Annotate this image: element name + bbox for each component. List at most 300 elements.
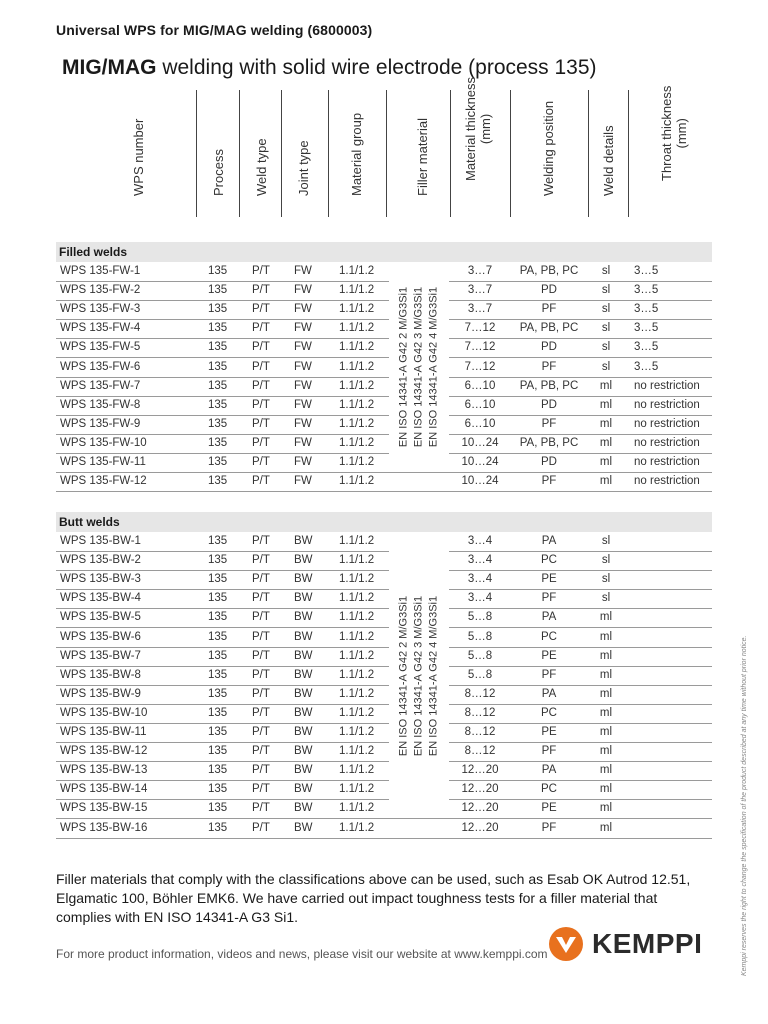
table-row (56, 723, 712, 743)
header-thickness-text (463, 77, 493, 181)
cell-wd: sl (601, 284, 611, 297)
cell-mg: 1.1/1.2 (339, 802, 375, 815)
cell-wt: P/T (252, 764, 270, 777)
cell-mg: 1.1/1.2 (339, 611, 375, 624)
filled-filler-line: EN ISO 14341-A G42 2 M/G3Si1 (397, 286, 410, 448)
cell-pos: PA (541, 687, 557, 700)
cell-wd: ml (599, 456, 613, 468)
page-title-bold: MIG/MAG (62, 56, 157, 79)
cell-wd: ml (599, 475, 613, 488)
cell-mt: 3…7 (467, 284, 493, 297)
table-row (56, 319, 712, 339)
cell-pos: PA (541, 764, 557, 777)
cell-wt: P/T (252, 341, 270, 354)
table-row (56, 300, 712, 320)
header-details-text: Weld details (601, 125, 616, 196)
cell-mt: 3…4 (467, 535, 493, 547)
cell-mg: 1.1/1.2 (339, 360, 375, 373)
cell-wps: WPS 135-FW-12 (60, 475, 147, 488)
cell-proc: 135 (208, 554, 228, 567)
cell-wps: WPS 135-FW-10 (60, 436, 147, 449)
header-filler (386, 90, 451, 217)
filled-filler-line: EN ISO 14341-A G42 3 M/G3Si1 (412, 286, 425, 448)
cell-wps: WPS 135-BW-5 (60, 611, 141, 624)
cell-pos: PE (541, 649, 557, 662)
cell-jt: FW (294, 265, 312, 277)
cell-jt: FW (294, 341, 312, 354)
cell-wps: WPS 135-BW-1 (60, 535, 141, 547)
cell-wt: P/T (252, 456, 270, 468)
cell-wps: WPS 135-FW-8 (60, 398, 141, 411)
table-row (56, 589, 712, 609)
cell-wt: P/T (252, 322, 270, 335)
cell-proc: 135 (208, 341, 228, 354)
cell-pos: PF (541, 303, 557, 316)
cell-thr: 3…5 (634, 284, 659, 297)
cell-jt: BW (294, 783, 313, 796)
table-row (56, 377, 712, 397)
cell-wt: P/T (252, 649, 270, 662)
cell-proc: 135 (208, 475, 228, 488)
butt-filler-line: EN ISO 14341-A G42 4 M/G3Si1 (427, 595, 440, 756)
header-details (588, 90, 629, 217)
cell-thr: 3…5 (634, 341, 659, 354)
cell-wps: WPS 135-FW-5 (60, 341, 141, 354)
cell-mt: 5…8 (467, 630, 493, 643)
cell-mg: 1.1/1.2 (339, 341, 375, 354)
cell-jt: BW (294, 668, 313, 681)
cell-mt: 8…12 (464, 726, 496, 738)
cell-mt: 6…10 (464, 417, 496, 430)
cell-wd: ml (599, 611, 613, 624)
cell-proc: 135 (208, 436, 228, 449)
cell-wd: sl (601, 341, 611, 354)
kemppi-logo-text: KEMPPI (592, 928, 703, 959)
cell-mt: 3…4 (467, 573, 493, 586)
butt-filler-material (389, 533, 449, 818)
cell-wt: P/T (252, 475, 270, 488)
cell-wps: WPS 135-FW-7 (60, 379, 141, 392)
cell-pos: PE (541, 802, 557, 815)
cell-proc: 135 (208, 802, 228, 815)
cell-pos: PA (541, 611, 557, 624)
cell-pos: PC (541, 706, 557, 719)
cell-wd: sl (601, 554, 611, 567)
cell-mt: 10…24 (461, 475, 499, 488)
table-row (56, 780, 712, 800)
cell-jt: BW (294, 630, 313, 643)
cell-pos: PF (541, 360, 557, 373)
cell-mg: 1.1/1.2 (339, 554, 375, 567)
cell-mg: 1.1/1.2 (339, 284, 375, 297)
table-row (56, 358, 712, 378)
cell-wd: sl (601, 322, 611, 335)
cell-wd: sl (601, 535, 611, 547)
cell-wd: ml (599, 649, 613, 662)
cell-jt: BW (294, 726, 313, 738)
cell-thr: no restriction (634, 417, 700, 430)
cell-thr: no restriction (634, 436, 700, 449)
cell-wt: P/T (252, 630, 270, 643)
header-thickness-l2: (mm) (478, 113, 493, 145)
cell-jt: BW (294, 649, 313, 662)
cell-proc: 135 (208, 649, 228, 662)
cell-proc: 135 (208, 726, 228, 738)
header-joint-type-text: Joint type (296, 140, 311, 196)
table-row (56, 415, 712, 435)
cell-wps: WPS 135-FW-4 (60, 322, 141, 335)
cell-pos: PE (541, 726, 557, 738)
cell-mt: 5…8 (467, 668, 493, 681)
cell-mt: 3…7 (467, 265, 493, 277)
cell-wps: WPS 135-BW-8 (60, 668, 141, 681)
header-wps-text: WPS number (131, 118, 146, 196)
cell-wd: ml (599, 821, 613, 834)
cell-wt: P/T (252, 284, 270, 297)
cell-wt: P/T (252, 821, 270, 834)
cell-wps: WPS 135-BW-4 (60, 592, 141, 605)
cell-thr: no restriction (634, 379, 700, 392)
header-throat-text (659, 86, 689, 181)
table-row (56, 666, 712, 686)
cell-wt: P/T (252, 265, 270, 277)
cell-wd: sl (601, 573, 611, 586)
cell-wd: ml (599, 379, 613, 392)
table-row (56, 819, 712, 839)
cell-pos: PC (541, 783, 557, 796)
section-filled-welds: Filled welds (56, 242, 712, 262)
header-joint-type (281, 90, 329, 217)
cell-mg: 1.1/1.2 (339, 668, 375, 681)
cell-pos: PA (541, 535, 557, 547)
cell-thr: no restriction (634, 475, 700, 488)
cell-pos: PA, PB, PC (519, 436, 579, 449)
cell-jt: BW (294, 745, 313, 758)
cell-pos: PA, PB, PC (519, 322, 579, 335)
cell-wt: P/T (252, 436, 270, 449)
cell-mt: 12…20 (461, 821, 499, 834)
header-filler-text: Filler material (415, 117, 430, 196)
table-row (56, 570, 712, 590)
cell-proc: 135 (208, 821, 228, 834)
cell-wd: sl (601, 303, 611, 316)
table-row (56, 608, 712, 628)
cell-proc: 135 (208, 456, 228, 468)
cell-pos: PD (541, 341, 557, 354)
table-header (56, 76, 712, 217)
footer-text: For more product information, videos and news, please visit our website at www.kemppi.com (56, 947, 548, 961)
cell-wps: WPS 135-FW-11 (60, 456, 146, 468)
cell-wd: ml (599, 436, 613, 449)
cell-mt: 8…12 (464, 706, 496, 719)
cell-wt: P/T (252, 783, 270, 796)
cell-mg: 1.1/1.2 (339, 821, 375, 834)
cell-wps: WPS 135-FW-9 (60, 417, 141, 430)
cell-proc: 135 (208, 284, 228, 297)
cell-wt: P/T (252, 303, 270, 316)
cell-mt: 8…12 (464, 687, 496, 700)
cell-mt: 5…8 (467, 649, 493, 662)
cell-jt: BW (294, 535, 313, 547)
disclaimer-text: Kemppi reserves the right to change the specification of the product described at any time without prior notice. (741, 635, 748, 976)
table-row (56, 799, 712, 819)
cell-mt: 10…24 (461, 456, 499, 468)
cell-mg: 1.1/1.2 (339, 322, 375, 335)
cell-pos: PD (541, 456, 557, 468)
cell-jt: FW (294, 417, 312, 430)
cell-pos: PE (541, 573, 557, 586)
cell-mg: 1.1/1.2 (339, 649, 375, 662)
cell-pos: PF (541, 821, 557, 834)
cell-pos: PA, PB, PC (519, 379, 579, 392)
header-throat-l1: Throat thickness (659, 85, 674, 181)
cell-wps: WPS 135-BW-2 (60, 554, 141, 567)
cell-wt: P/T (252, 417, 270, 430)
cell-thr: no restriction (634, 456, 700, 468)
table-row (56, 647, 712, 667)
table-row (56, 281, 712, 301)
header-thickness-l1: Material thickness (463, 76, 478, 181)
cell-wd: ml (599, 417, 613, 430)
cell-wt: P/T (252, 745, 270, 758)
cell-proc: 135 (208, 706, 228, 719)
cell-mt: 3…4 (467, 592, 493, 605)
document-title: Universal WPS for MIG/MAG welding (6800003) (56, 22, 373, 38)
cell-jt: BW (294, 764, 313, 777)
cell-mg: 1.1/1.2 (339, 303, 375, 316)
cell-wps: WPS 135-FW-2 (60, 284, 141, 297)
cell-wd: ml (599, 706, 613, 719)
cell-wps: WPS 135-FW-3 (60, 303, 141, 316)
cell-mt: 3…4 (467, 554, 493, 567)
cell-pos: PD (541, 284, 557, 297)
cell-pos: PF (541, 417, 557, 430)
cell-wd: ml (599, 745, 613, 758)
cell-wps: WPS 135-BW-15 (60, 802, 148, 815)
cell-mg: 1.1/1.2 (339, 475, 375, 488)
cell-wps: WPS 135-BW-11 (60, 726, 147, 738)
table-row (56, 434, 712, 454)
filled-filler-text (397, 287, 442, 447)
section-butt-welds: Butt welds (56, 512, 712, 532)
cell-wps: WPS 135-BW-7 (60, 649, 141, 662)
cell-mg: 1.1/1.2 (339, 764, 375, 777)
cell-mt: 7…12 (464, 360, 496, 373)
cell-mg: 1.1/1.2 (339, 436, 375, 449)
cell-wps: WPS 135-BW-12 (60, 745, 148, 758)
cell-proc: 135 (208, 322, 228, 335)
butt-filler-line: EN ISO 14341-A G42 3 M/G3Si1 (412, 595, 425, 756)
cell-wd: ml (599, 726, 613, 738)
cell-wd: ml (599, 630, 613, 643)
table-row (56, 338, 712, 358)
header-position-text: Welding position (541, 100, 556, 196)
cell-proc: 135 (208, 265, 228, 277)
cell-proc: 135 (208, 398, 228, 411)
cell-mt: 7…12 (464, 341, 496, 354)
cell-jt: FW (294, 360, 312, 373)
cell-wps: WPS 135-BW-6 (60, 630, 141, 643)
header-material-group-text: Material group (349, 112, 364, 196)
cell-wt: P/T (252, 802, 270, 815)
cell-thr: 3…5 (634, 322, 659, 335)
cell-mt: 12…20 (461, 764, 499, 777)
cell-jt: FW (294, 475, 312, 488)
cell-mg: 1.1/1.2 (339, 687, 375, 700)
cell-wd: sl (601, 360, 611, 373)
filler-note: Filler materials that comply with the classifications above can be used, such as Esab OK Autrod 12.51, Elgamatic 100, Böhler EMK6. We have carried out impact toughness tests for a filler material that complies with EN ISO 14341-A G3 Si1. (56, 871, 691, 925)
header-position (510, 90, 589, 217)
cell-wt: P/T (252, 592, 270, 605)
cell-wt: P/T (252, 554, 270, 567)
cell-thr: 3…5 (634, 265, 659, 277)
cell-jt: BW (294, 802, 313, 815)
cell-pos: PF (541, 592, 557, 605)
cell-thr: no restriction (634, 398, 700, 411)
cell-mt: 6…10 (464, 398, 496, 411)
header-thickness (450, 76, 511, 217)
table-row (56, 704, 712, 724)
cell-wt: P/T (252, 360, 270, 373)
cell-proc: 135 (208, 573, 228, 586)
cell-jt: BW (294, 611, 313, 624)
cell-wd: sl (601, 265, 611, 277)
cell-wd: ml (599, 764, 613, 777)
cell-wps: WPS 135-FW-1 (60, 265, 141, 277)
cell-mt: 8…12 (464, 745, 496, 758)
cell-mg: 1.1/1.2 (339, 573, 375, 586)
cell-wps: WPS 135-FW-6 (60, 360, 141, 373)
cell-proc: 135 (208, 303, 228, 316)
cell-mg: 1.1/1.2 (339, 706, 375, 719)
cell-mt: 5…8 (467, 611, 493, 624)
cell-mt: 6…10 (464, 379, 496, 392)
cell-wd: ml (599, 783, 613, 796)
filled-filler-material (389, 263, 449, 471)
cell-proc: 135 (208, 630, 228, 643)
cell-proc: 135 (208, 783, 228, 796)
cell-jt: BW (294, 573, 313, 586)
cell-mg: 1.1/1.2 (339, 535, 375, 547)
cell-wps: WPS 135-BW-10 (60, 706, 148, 719)
cell-jt: BW (294, 592, 313, 605)
cell-jt: FW (294, 456, 312, 468)
table-row (56, 742, 712, 762)
table-row (56, 396, 712, 416)
cell-mg: 1.1/1.2 (339, 456, 375, 468)
cell-jt: FW (294, 436, 312, 449)
header-process-text: Process (211, 149, 226, 196)
cell-wd: ml (599, 668, 613, 681)
cell-wt: P/T (252, 573, 270, 586)
header-process (196, 90, 240, 217)
table-row (56, 628, 712, 648)
butt-filler-line: EN ISO 14341-A G42 2 M/G3Si1 (397, 595, 410, 756)
cell-jt: FW (294, 398, 312, 411)
cell-wt: P/T (252, 379, 270, 392)
cell-proc: 135 (208, 611, 228, 624)
table-row (56, 262, 712, 282)
cell-thr: 3…5 (634, 303, 659, 316)
cell-pos: PD (541, 398, 557, 411)
cell-wt: P/T (252, 535, 270, 547)
table-row (56, 453, 712, 473)
butt-filler-text (397, 595, 442, 755)
cell-wt: P/T (252, 611, 270, 624)
cell-pos: PF (541, 475, 557, 488)
table-row (56, 761, 712, 781)
cell-wd: ml (599, 398, 613, 411)
cell-proc: 135 (208, 535, 228, 547)
table-row (56, 532, 712, 552)
header-throat (628, 85, 713, 217)
cell-pos: PF (541, 745, 557, 758)
table-row (56, 551, 712, 571)
cell-mg: 1.1/1.2 (339, 726, 375, 738)
cell-pos: PC (541, 630, 557, 643)
cell-jt: BW (294, 821, 313, 834)
cell-jt: FW (294, 303, 312, 316)
cell-mt: 12…20 (461, 783, 499, 796)
cell-proc: 135 (208, 417, 228, 430)
cell-wps: WPS 135-BW-13 (60, 764, 148, 777)
cell-pos: PC (541, 554, 557, 567)
cell-mg: 1.1/1.2 (339, 398, 375, 411)
cell-wps: WPS 135-BW-14 (60, 783, 148, 796)
cell-proc: 135 (208, 379, 228, 392)
kemppi-logo-icon (548, 926, 584, 962)
header-throat-l2: (mm) (674, 118, 689, 149)
cell-mg: 1.1/1.2 (339, 783, 375, 796)
cell-mg: 1.1/1.2 (339, 379, 375, 392)
cell-mg: 1.1/1.2 (339, 265, 375, 277)
cell-wd: ml (599, 687, 613, 700)
cell-jt: FW (294, 284, 312, 297)
cell-wt: P/T (252, 706, 270, 719)
header-weld-type-text: Weld type (254, 138, 269, 196)
cell-wd: sl (601, 592, 611, 605)
cell-wps: WPS 135-BW-9 (60, 687, 141, 700)
cell-jt: BW (294, 687, 313, 700)
cell-wps: WPS 135-BW-3 (60, 573, 141, 586)
page-title (62, 56, 597, 80)
cell-jt: FW (294, 379, 312, 392)
cell-mg: 1.1/1.2 (339, 592, 375, 605)
cell-mg: 1.1/1.2 (339, 745, 375, 758)
cell-wt: P/T (252, 687, 270, 700)
header-weld-type (239, 90, 282, 217)
cell-proc: 135 (208, 687, 228, 700)
cell-mt: 7…12 (464, 322, 496, 335)
cell-proc: 135 (208, 668, 228, 681)
cell-mg: 1.1/1.2 (339, 630, 375, 643)
cell-wt: P/T (252, 726, 270, 738)
cell-wt: P/T (252, 668, 270, 681)
cell-wps: WPS 135-BW-16 (60, 821, 148, 834)
cell-wd: ml (599, 802, 613, 815)
cell-wt: P/T (252, 398, 270, 411)
table-row (56, 685, 712, 705)
cell-mt: 3…7 (467, 303, 493, 316)
kemppi-logo (548, 926, 702, 962)
cell-pos: PA, PB, PC (519, 265, 579, 277)
cell-proc: 135 (208, 745, 228, 758)
header-material-group (328, 90, 387, 217)
filled-filler-line: EN ISO 14341-A G42 4 M/G3Si1 (427, 286, 440, 448)
cell-mt: 12…20 (461, 802, 499, 815)
cell-proc: 135 (208, 592, 228, 605)
cell-mt: 10…24 (461, 436, 499, 449)
